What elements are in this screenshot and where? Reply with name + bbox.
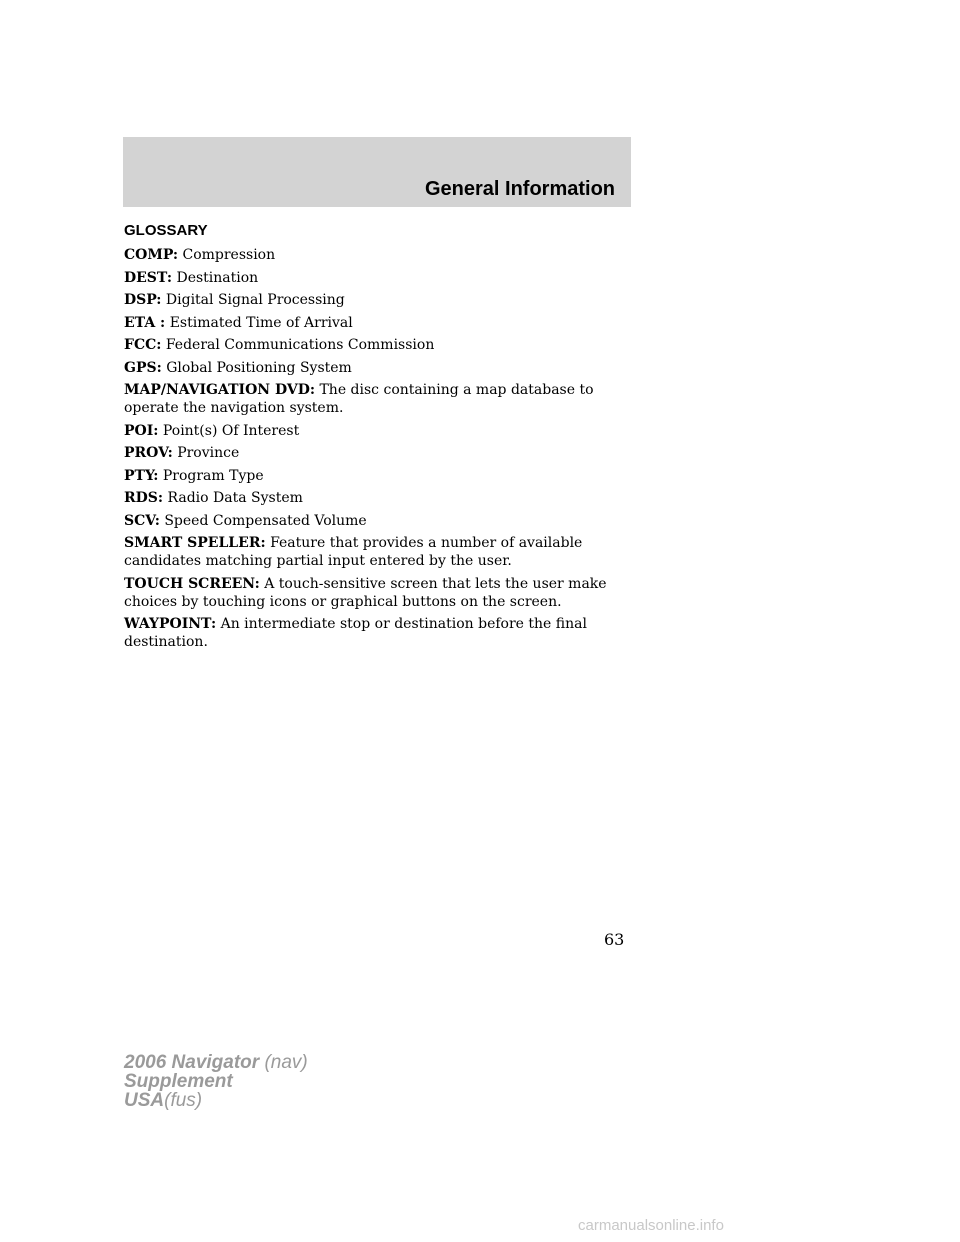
glossary-entry <box>124 336 624 354</box>
glossary-term: WAYPOINT: <box>124 616 217 632</box>
glossary-entry <box>124 246 624 264</box>
glossary-definition: Compression <box>182 247 276 263</box>
glossary-term: DEST: <box>124 269 173 286</box>
glossary-entry <box>124 314 624 332</box>
glossary-entry <box>124 615 624 651</box>
glossary-term: GPS: <box>124 359 162 376</box>
footer-doc-type: Supplement <box>124 1071 233 1092</box>
glossary-entry <box>124 359 624 377</box>
page-number: 63 <box>604 930 625 949</box>
glossary-entry <box>124 512 624 530</box>
section-title: General Information <box>424 178 615 200</box>
glossary-term: PROV: <box>124 445 173 461</box>
glossary-term: POI: <box>124 422 159 439</box>
section-header-band <box>123 137 631 207</box>
glossary-definition: Destination <box>176 269 259 286</box>
footer-market: USA <box>124 1090 165 1111</box>
glossary-entry <box>124 422 624 440</box>
watermark: carmanualsonline.info <box>578 1217 724 1234</box>
footer-market-code: (fus) <box>164 1090 203 1111</box>
glossary-term: PTY: <box>124 467 159 484</box>
glossary-term: RDS: <box>124 490 164 506</box>
glossary-definition: Program Type <box>162 467 264 484</box>
glossary-entry <box>124 467 624 485</box>
glossary-term: DSP: <box>124 292 162 308</box>
footer-model-code: (nav) <box>264 1052 308 1073</box>
glossary-definition: Speed Compensated Volume <box>164 512 367 529</box>
glossary-entry <box>124 534 624 570</box>
glossary-entry <box>124 269 624 287</box>
glossary-definition: Province <box>177 445 240 461</box>
glossary-definition: A touch-sensitive screen that lets the user make choices by touching icons or graphical buttons on the screen. <box>124 575 607 610</box>
glossary-term: MAP/NAVIGATION DVD: <box>124 382 316 398</box>
glossary-heading: GLOSSARY <box>124 222 208 239</box>
glossary-term: SCV: <box>124 512 160 529</box>
glossary-term: TOUCH SCREEN: <box>124 575 260 592</box>
glossary-definition: The disc containing a map database to operate the navigation system. <box>124 382 594 416</box>
glossary-entry <box>124 575 624 611</box>
glossary-term: ETA : <box>124 314 166 331</box>
glossary-definition: Point(s) Of Interest <box>162 422 300 439</box>
footer-model: 2006 Navigator <box>124 1052 260 1073</box>
glossary-entry <box>124 381 624 417</box>
footer-model-line <box>124 1053 308 1072</box>
glossary-definition: Radio Data System <box>167 490 303 506</box>
glossary-definition: Global Positioning System <box>166 359 352 376</box>
glossary-entry <box>124 444 624 462</box>
glossary-definition: Digital Signal Processing <box>165 292 345 308</box>
glossary-definition: Federal Communications Commission <box>165 337 435 353</box>
glossary-term: COMP: <box>124 247 179 263</box>
glossary-term: FCC: <box>124 337 162 353</box>
glossary-term: SMART SPELLER: <box>124 535 266 551</box>
footer-market-line <box>124 1091 308 1110</box>
glossary-definition: An intermediate stop or destination before the final destination. <box>124 616 587 650</box>
glossary-entry <box>124 291 624 309</box>
glossary-definition: Estimated Time of Arrival <box>169 314 353 331</box>
glossary-list <box>124 246 624 656</box>
document-footer <box>124 1053 308 1110</box>
glossary-definition: Feature that provides a number of available candidates matching partial input entered by the user. <box>124 535 583 569</box>
glossary-entry <box>124 489 624 507</box>
